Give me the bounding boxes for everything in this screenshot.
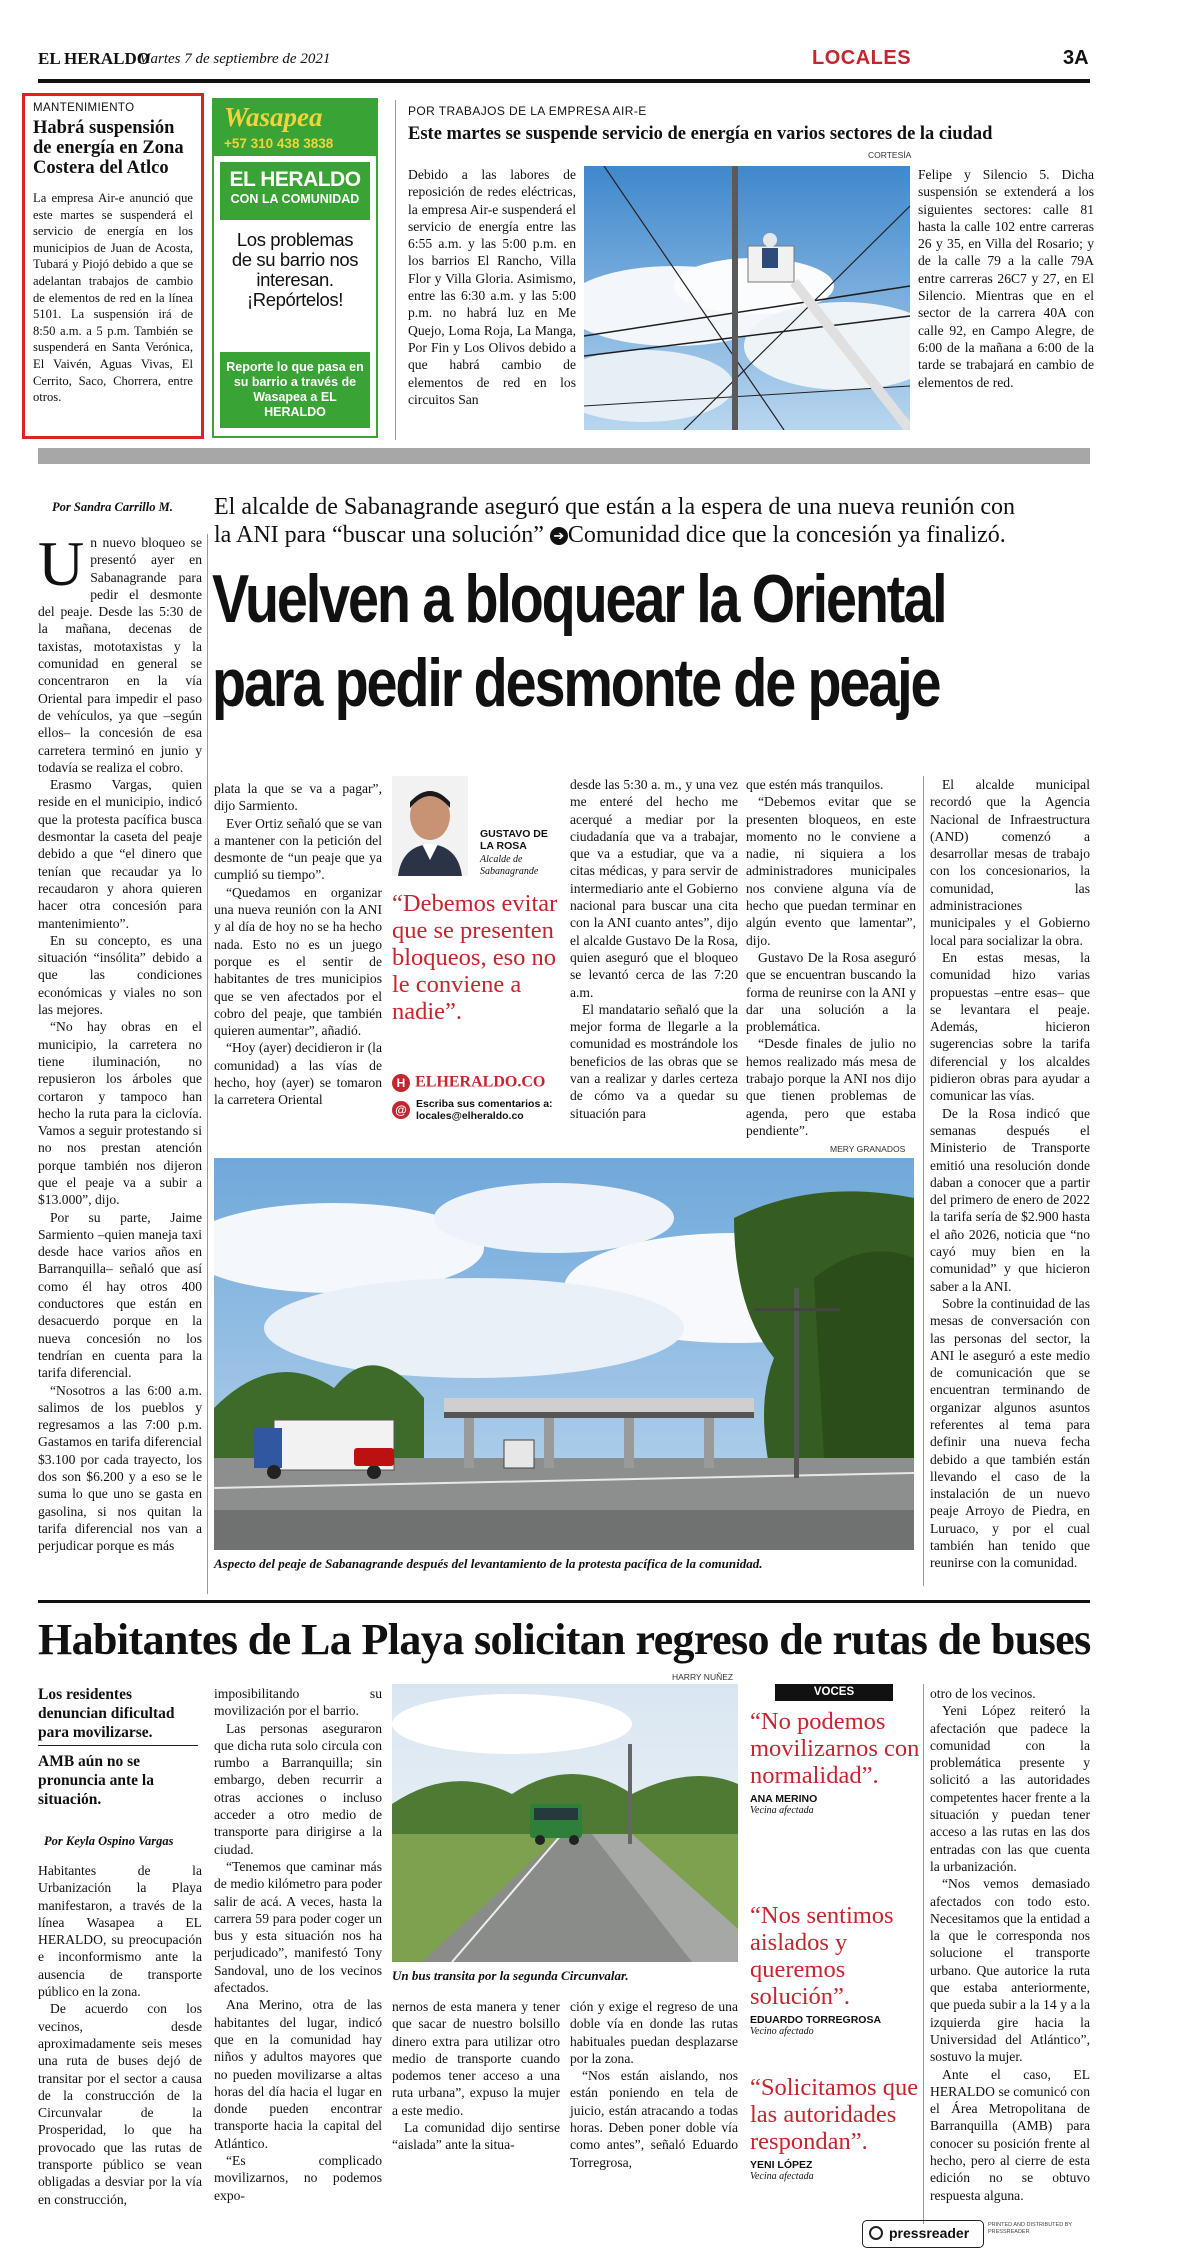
heraldo-h-icon: H (392, 1074, 410, 1092)
energy-title: Este martes se suspende servicio de energía en varios sectores de la ciudad (408, 124, 993, 144)
section-label: LOCALES (812, 47, 912, 69)
wasapea-pitch: Los problemas de su barrio nos interesan. ¡Repórtelos! (231, 229, 359, 310)
divider-top (395, 100, 396, 440)
main-headline-1: Vuelven a bloquear la Oriental (212, 561, 946, 637)
energy-kicker: POR TRABAJOS DE LA EMPRESA AIR-E (408, 104, 647, 118)
at-icon: @ (392, 1101, 410, 1119)
write-block (392, 1098, 560, 1122)
second-sub2: AMB aún no se pronuncia ante la situación. (38, 1753, 154, 1808)
main-byline: Por Sandra Carrillo M. (52, 500, 173, 514)
main-col4: que estén más tranquilos. “Debemos evitar que se presenten bloqueos, en este momento no le conviene a nadie, ni siquiera a los administradores municipales nos conviene alguna vía de hecho que puedan terminar en algún evento que lamentar”, dijo. Gustavo De la Rosa aseguró que se encuentran buscando la forma de reunirse con la ANI y dar una solución a la problemática. “Desde finales de julio no hemos realizado más mesa de trabajo porque la ANI nos dijo que tienen problemas de agenda, pero que estaba pendiente”. (746, 777, 916, 1138)
voz-role: Vecina afectada (750, 2171, 814, 2182)
divider-main-left (207, 534, 208, 1594)
masthead-paper: EL HERALDO (38, 49, 150, 68)
quote-box (392, 776, 560, 1156)
divider-main-right (923, 776, 924, 1586)
divider-voces (923, 1684, 924, 2224)
main-col1: U n nuevo bloqueo se presentó ayer en Sabanagrande para pedir el desmonte del peaje. Desde las 5:30 de la mañana, decenas de taxistas, mototaxistas y la comunidad en general se concentraron en la vía Oriental para impedir el paso de vehículos, ya que –según ellos– la concesión de esa carretera terminó en junio y todavía se realiza el cobro. Erasmo Vargas, quien reside en el municipio, indicó que la protesta pacífica busca desmontar la caseta del peaje debido a que “el dinero que tenían que recaudar ya lo recaudaron y ahora quieren hacer otra concesión para mantenimiento”. En su concepto, es una situación “insólita” debido a que las condiciones económicas y viales no son las mejores. “No hay obras en el municipio, la carretera no tiene iluminación, no repusieron los árboles que cortaron y tampoco han hecho la ruta para la ciclovía. Vamos a seguir protestando si no nos prestan atención porque también nos dijeron que el peaje va a subir a $13.000”, dijo. Por su parte, Jaime Sarmiento –quien maneja taxi desde hace varios años en Barranquilla– señaló que así como él hay otros 400 conductores que están en desacuerdo porque en la nueva concesión no los tendrían en cuenta para la tarifa diferencial. “Nosotros a las 6:00 a.m. salimos de los pueblos y regresamos a las 7:00 p.m. Gastamos en tarifa diferencial $3.100 por cada trayecto, los dos son $6.200 y a eso se le suma lo que uno se gasta en gasolina, si nos quitan la tarifa diferencial nos van a perjudicar porque es más (38, 528, 202, 1554)
quote-name: GUSTAVO DE LA ROSA (480, 828, 548, 852)
voz-role: Vecina afectada (750, 1805, 814, 1816)
second-col1: Habitantes de la Urbanización la Playa manifestaron, a través de la línea Wasapea a EL HERALDO, su preocupación e inconformismo ante la ausencia de transporte público en la zona. De acuerdo con los vecinos, desde aproximadamente seis meses una ruta de buses dejó de transitar por el sector a causa de la construcción de la Circunvalar de la Prosperidad, lo que ha provocado que las rutas de transporte público se vean obligadas a desviar por la vía en construcción, (38, 1863, 202, 2207)
voz-1 (750, 1708, 920, 1902)
voz-2 (750, 1902, 920, 2074)
wasapea-brand: EL HERALDO (229, 168, 361, 191)
energy-photo-credit: CORTESÍA (868, 150, 912, 160)
brief-body: La empresa Air-e anunció que este martes se suspenderá el servicio de energía en los municipios de Juan de Acosta, Tubará y Piojó debido a que se adelantan trabajos de cambio de elementos de red en la línea 5101. La suspensión irá de 8:50 a.m. a 5 p.m. También se suspenderá en Santa Verónica, El Vaivén, Aguas Vivas, El Cerrito, Saco, Chorrera, entre otros. (33, 191, 193, 405)
wasapea-brand-sub: CON LA COMUNIDAD (230, 192, 360, 206)
voz-name: YENI LÓPEZ (750, 2159, 813, 2171)
wasapea-cta[interactable]: Reporte lo que pasa en su barrio a través de Wasapea a EL HERALDO (220, 352, 370, 428)
wasapea-phone: +57 310 438 3838 (224, 136, 334, 151)
main-photo-caption: Aspecto del peaje de Sabanagrande después del levantamiento de la protesta pacífica de la comunidad. (214, 1556, 763, 1571)
voz-quote: “Solicitamos que las autoridades respondan”. (750, 2074, 919, 2155)
second-col2: imposibilitando su movilización por el barrio. Las personas aseguraron que dicha ruta solo circula con rumbo a Barranquilla; sin embargo, deben recurrir a otras acciones o incluso acceder a otro medio de transporte para dirigirse a la ciudad. “Tenemos que caminar más de medio kilómetro para poder salir de acá. A veces, hasta la carrera 59 para poder coger un bus y esta situación nos ha perjudicado”, manifestó Tony Sandoval, uno de los vecinos afectados. Ana Merino, otra de las habitantes del lugar, indicó que en la comunidad hay niños y adultos mayores que no pueden movilizarse a altas horas del día hacia el lugar en donde pueden encontrar transporte hacia la capital del Atlántico. “Es complicado movilizarnos, no podemos expo- (214, 1686, 382, 2203)
drop-cap: U (38, 528, 85, 599)
second-photo-credit: HARRY NUÑEZ (672, 1672, 734, 1682)
main-col3: desde las 5:30 a. m., y una vez me enteré del hecho me acerqué a mediar por la ciudadanía que va a trabajar, que va a estudiar, que va a citas médicas, y para servir de intermediario ante el Gobierno nacional para buscar una cita con la ANI cuanto antes”, dijo el alcalde Gustavo De la Rosa, quien aseguró que el bloqueo se levantó cerca de las 7:20 a.m. El mandatario señaló que la mejor forma de llegarle a la comunidad es mostrándole los beneficios de las obras que se van a realizar y darles certeza de cómo va a quedar su situación para (570, 777, 738, 1121)
mayor-photo (392, 776, 468, 876)
main-deck-line1: El alcalde de Sabanagrande aseguró que están a la espera de una nueva reunión con (214, 494, 1015, 520)
page-number: 3A (1063, 47, 1089, 69)
voz-quote: “Nos sentimos aislados y queremos solución”. (750, 1902, 894, 2010)
energy-photo (584, 166, 910, 430)
brief-box (22, 93, 204, 439)
main-deck-line2 (214, 522, 1006, 549)
second-sub1: Los residentes denuncian dificultad para movilizarse. (38, 1686, 175, 1741)
bus-photo (392, 1684, 738, 1962)
quote-role: Alcalde de Sabanagrande (480, 854, 539, 877)
wasapea-ad[interactable] (212, 98, 378, 438)
pressreader-note: PRINTED AND DISTRIBUTED BY PRESSREADER (988, 2222, 1072, 2235)
second-col3: nernos de esta manera y tener que sacar de nuestro bolsillo dinero extra para utilizar otro medio de transporte cuando podemos tener acceso a una ruta urbana”, expuso la mujer a este medio. La comunidad dijo sentirse “aislada” ante la situa- (392, 1999, 560, 2153)
second-col4: ción y exige el regreso de una doble vía en donde las rutas habituales puedan desplazarse por la zona. “Nos están aislando, nos están poniendo en tela de juicio, están atracando a todas horas. Deben poner doble vía como antes”, señaló Eduardo Torregrosa, (570, 1999, 738, 2170)
pull-quote: “Debemos evitar que se presenten bloqueos, eso no le conviene a nadie”. (392, 890, 558, 1025)
heraldo-logo: ELHERALDO.CO (415, 1073, 546, 1091)
section-band (38, 448, 1090, 464)
main-deck-part-a: la ANI para “buscar una solución” (214, 522, 544, 548)
brief-title: Habrá suspensión de energía en Zona Costera del Atlco (33, 118, 184, 178)
voz-role: Vecino afectado (750, 2026, 814, 2037)
masthead-rule (38, 79, 1090, 83)
brief-kicker: MANTENIMIENTO (33, 102, 135, 114)
heraldo-logo-block (392, 1072, 560, 1094)
main-photo-credit: MERY GRANADOS (830, 1144, 906, 1154)
wasapea-title: Wasapea (224, 102, 323, 132)
voz-name: ANA MERINO (750, 1793, 818, 1805)
voz-quote: “No podemos movilizarnos con normalidad”. (750, 1708, 920, 1789)
main-deck-part-b: Comunidad dice que la concesión ya finalizó. (567, 522, 1006, 548)
second-photo-caption: Un bus transita por la segunda Circunvalar. (392, 1968, 629, 1983)
voz-3 (750, 2074, 920, 2182)
main-headline-2: para pedir desmonte de peaje (212, 645, 940, 721)
energy-col1: Debido a las labores de reposición de redes eléctricas, la empresa Air-e suspenderá el servicio de energía entre las 6:55 a.m. y las 5:00 p.m. en los barrios El Rancho, Villa Flor y Villa Gloria. Asimismo, entre las 6:30 a.m. y las 5:00 p.m. no habrá luz en Me Quejo, Loma Roja, La Manga, Por Fin y Los Olivos debido a que habrá cambio de elementos de red en los circuitos San (408, 167, 576, 407)
write-label: Escriba sus comentarios a: (416, 1098, 553, 1110)
arrow-circle-icon: ➔ (550, 527, 568, 545)
voces-box (750, 1708, 920, 2182)
main-col5: El alcalde municipal recordó que la Agencia Nacional de Infraestructura (AND) comenzó a desarrollar mesas de trabajo con los concesionarios, la comunidad, las administraciones municipales y el Gobierno local para socializar la obra. En estas mesas, la comunidad hizo varias propuestas –entre esas– que se levantara el peaje. Además, hicieron sugerencias sobre la tarifa diferencial y los alcaldes pidieron obras para ayudar a comunicar las vías. De la Rosa indicó que semanas después el Ministerio de Transporte emitió una resolución donde daban a conocer que a partir del primero de enero de 2022 la tarifa sería de $2.900 hasta el año 2026, noticia que “no cayó muy bien en la comunidad” y que hicieron saber a la ANI. Sobre la continuidad de las mesas de conversación con las personas del sector, la ANI le aseguró a este medio de comunicación que se encuentran terminando de organizar algunos asuntos referentes al tema para definir una nueva fecha debido a que también están llevando el caso de la instalación de un nuevo peaje Arroyo de Piedra, en Luruaco, y por el cual también han tenido que reunirse con la comunidad. (930, 777, 1090, 1571)
voz-name: EDUARDO TORREGROSA (750, 2014, 882, 2026)
voces-label: VOCES (775, 1684, 893, 1701)
pressreader-label: pressreader (889, 2225, 970, 2241)
toll-photo (214, 1158, 914, 1550)
pressreader-badge[interactable] (862, 2220, 984, 2248)
pressreader-icon (869, 2226, 883, 2240)
second-byline: Por Keyla Ospino Vargas (44, 1834, 174, 1848)
second-col6: otro de los vecinos. Yeni López reiteró la afectación que padece la comunidad con la problemática presente y solicitó a las autoridades competentes hacer frente a la situación y puedan tener acceso a las rutas en las dos entradas con las que cuenta la urbanización. “Nos vemos demasiado afectados con todo esto. Necesitamos que la entidad a la que le corresponda nos solucione el transporte urbano. Que autorice la ruta que estaba anteriormente, que pueda subir a la 14 y a la izquierda gire hacia la Universidad del Atlántico”, sostuvo la mujer. Ante el caso, EL HERALDO se comunicó con el Área Metropolitana de Barranquilla (AMB) para conocer su posición frente al hecho, pero al cierre de esta edición no se obtuvo respuesta alguna. (930, 1686, 1090, 2203)
sub-divider (38, 1745, 198, 1746)
write-email[interactable]: locales@elheraldo.co (416, 1110, 524, 1122)
masthead-date: Martes 7 de septiembre de 2021 (138, 51, 331, 67)
second-headline: Habitantes de La Playa solicitan regreso de rutas de buses (38, 1615, 1091, 1664)
second-story-rule (38, 1600, 1090, 1603)
main-col2: plata la que se va a pagar”, dijo Sarmiento. Ever Ortiz señaló que se van a mantener con la petición del desmonte de “un peaje que ya cumplió su tiempo”. “Quedamos en organizar una nueva reunión con la ANI y al día de hoy no se ha hecho nada. Esto no es un juego porque es el sentir de habitantes de tres municipios que se ven afectados por el cobro del peaje, que también quieren aumentar”, añadió. “Hoy (ayer) decidieron ir (la comunidad) a las vías de hecho, hoy (ayer) se tomaron la carretera Oriental (214, 781, 382, 1108)
energy-col2: Felipe y Silencio 5. Dicha suspensión se extenderá a los siguientes sectores: calle 81 hasta la calle 102 entre carreras 26 y 35, en Villa del Rosario; y de la calle 79 a la calle 79A entre carreras 26C7 y 27, en El Silencio. Mientras que en el sector de la carrera 40A con calle 92, en Campo Alegre, de 6:00 de la mañana a 6:00 de la tarde se trabajará en cambio de elementos de red. (918, 167, 1094, 390)
